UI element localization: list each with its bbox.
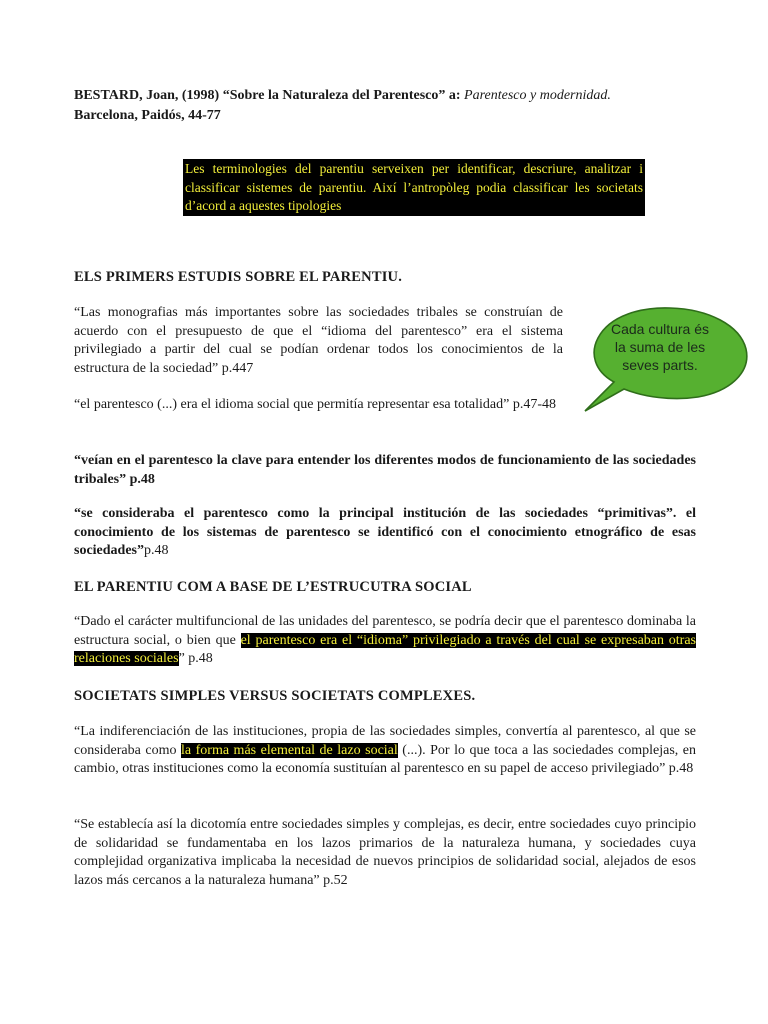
highlighted-passage-lazo-social: la forma más elemental de lazo social: [181, 742, 398, 758]
quote-multifuncional-end: ” p.48: [178, 651, 213, 667]
quote-idioma-social: “el parentesco (...) era el idioma social que permitía representar esa totalidad” p.47-48: [74, 397, 557, 412]
highlighted-passage-idioma: el parentesco era el “idioma” privilegiado a través del cual se expresaban otras relaciones sociales: [74, 632, 697, 667]
quote-principal-institucion: [74, 505, 696, 561]
citation-publisher: Barcelona, Paidós, 44-77: [74, 108, 221, 123]
quote-page-ref: p.48: [144, 543, 169, 559]
citation-book-title: Parentesco y modernidad.: [464, 88, 611, 103]
note-box-text: Les terminologies del parentiu serveixen per identificar, descriure, analitzar i classificar sistemes de parentiu. Així l’antropòleg podia classificar les societats d’acord a aquestes tipologies: [185, 161, 643, 213]
section-heading-estructura-social: EL PARENTIU COM A BASE DE L’ESTRUCUTRA SOCIAL: [74, 579, 472, 595]
quote-multifuncional: [74, 613, 696, 669]
note-box: [183, 159, 645, 216]
speech-bubble-text: Cada cultura és la suma de les seves parts.: [610, 321, 710, 373]
section-heading-societats: SOCIETATS SIMPLES VERSUS SOCIETATS COMPLEXES.: [74, 688, 476, 704]
quote-monografias: “Las monografias más importantes sobre las sociedades tribales se construían de acuerdo con el presupuesto de que el “idioma del parentesco” era el sistema privilegiado a partir del cual se podían ordenar todos los conocimientos de la estructura de la sociedad” p.447: [74, 305, 563, 377]
bibliographic-citation: [74, 86, 696, 126]
quote-indiferenciacion-start: “La indiferenciación de las instituciones, propia de las sociedades simples, convertía al parentesco, al que se consideraba como: [74, 724, 696, 758]
quote-principal-institucion-text: “se consideraba el parentesco como la principal institución de las sociedades “primitivas”. el conocimiento de los sistemas de parentesco se identificó con el conocimiento etnográfico de esas sociedades”: [74, 506, 696, 559]
quote-indiferenciacion: [74, 723, 696, 779]
section-heading-primers-estudis: ELS PRIMERS ESTUDIS SOBRE EL PARENTIU.: [74, 269, 403, 285]
quote-multifuncional-start: “Dado el carácter multifuncional de las unidades del parentesco, se podría decir que el parentesco dominaba la estructura social, o bien que: [74, 614, 696, 648]
citation-author: BESTARD, Joan, (1998) “Sobre la Naturaleza del Parentesco” a:: [74, 88, 461, 103]
quote-dicotomia: “Se establecía así la dicotomía entre sociedades simples y complejas, es decir, entre sociedades cuyo principio de solidaridad se fundamentaba en los lazos primarios de la naturaleza humana, y sociedades cuya complejidad organizativa implicaba la necesidad de nuevos principios de solidaridad social, alejados de esos lazos más cercanos a la naturaleza humana” p.52: [74, 817, 696, 889]
quote-indiferenciacion-end: (...). Por lo que toca a las sociedades complejas, en cambio, otras instituciones como la economía sustituían al parentesco en su papel de acceso privilegiado” p.48: [74, 742, 697, 777]
quote-veian-parentesco: “veían en el parentesco la clave para entender los diferentes modos de funcionamiento de las sociedades tribales” p.48: [74, 453, 696, 487]
